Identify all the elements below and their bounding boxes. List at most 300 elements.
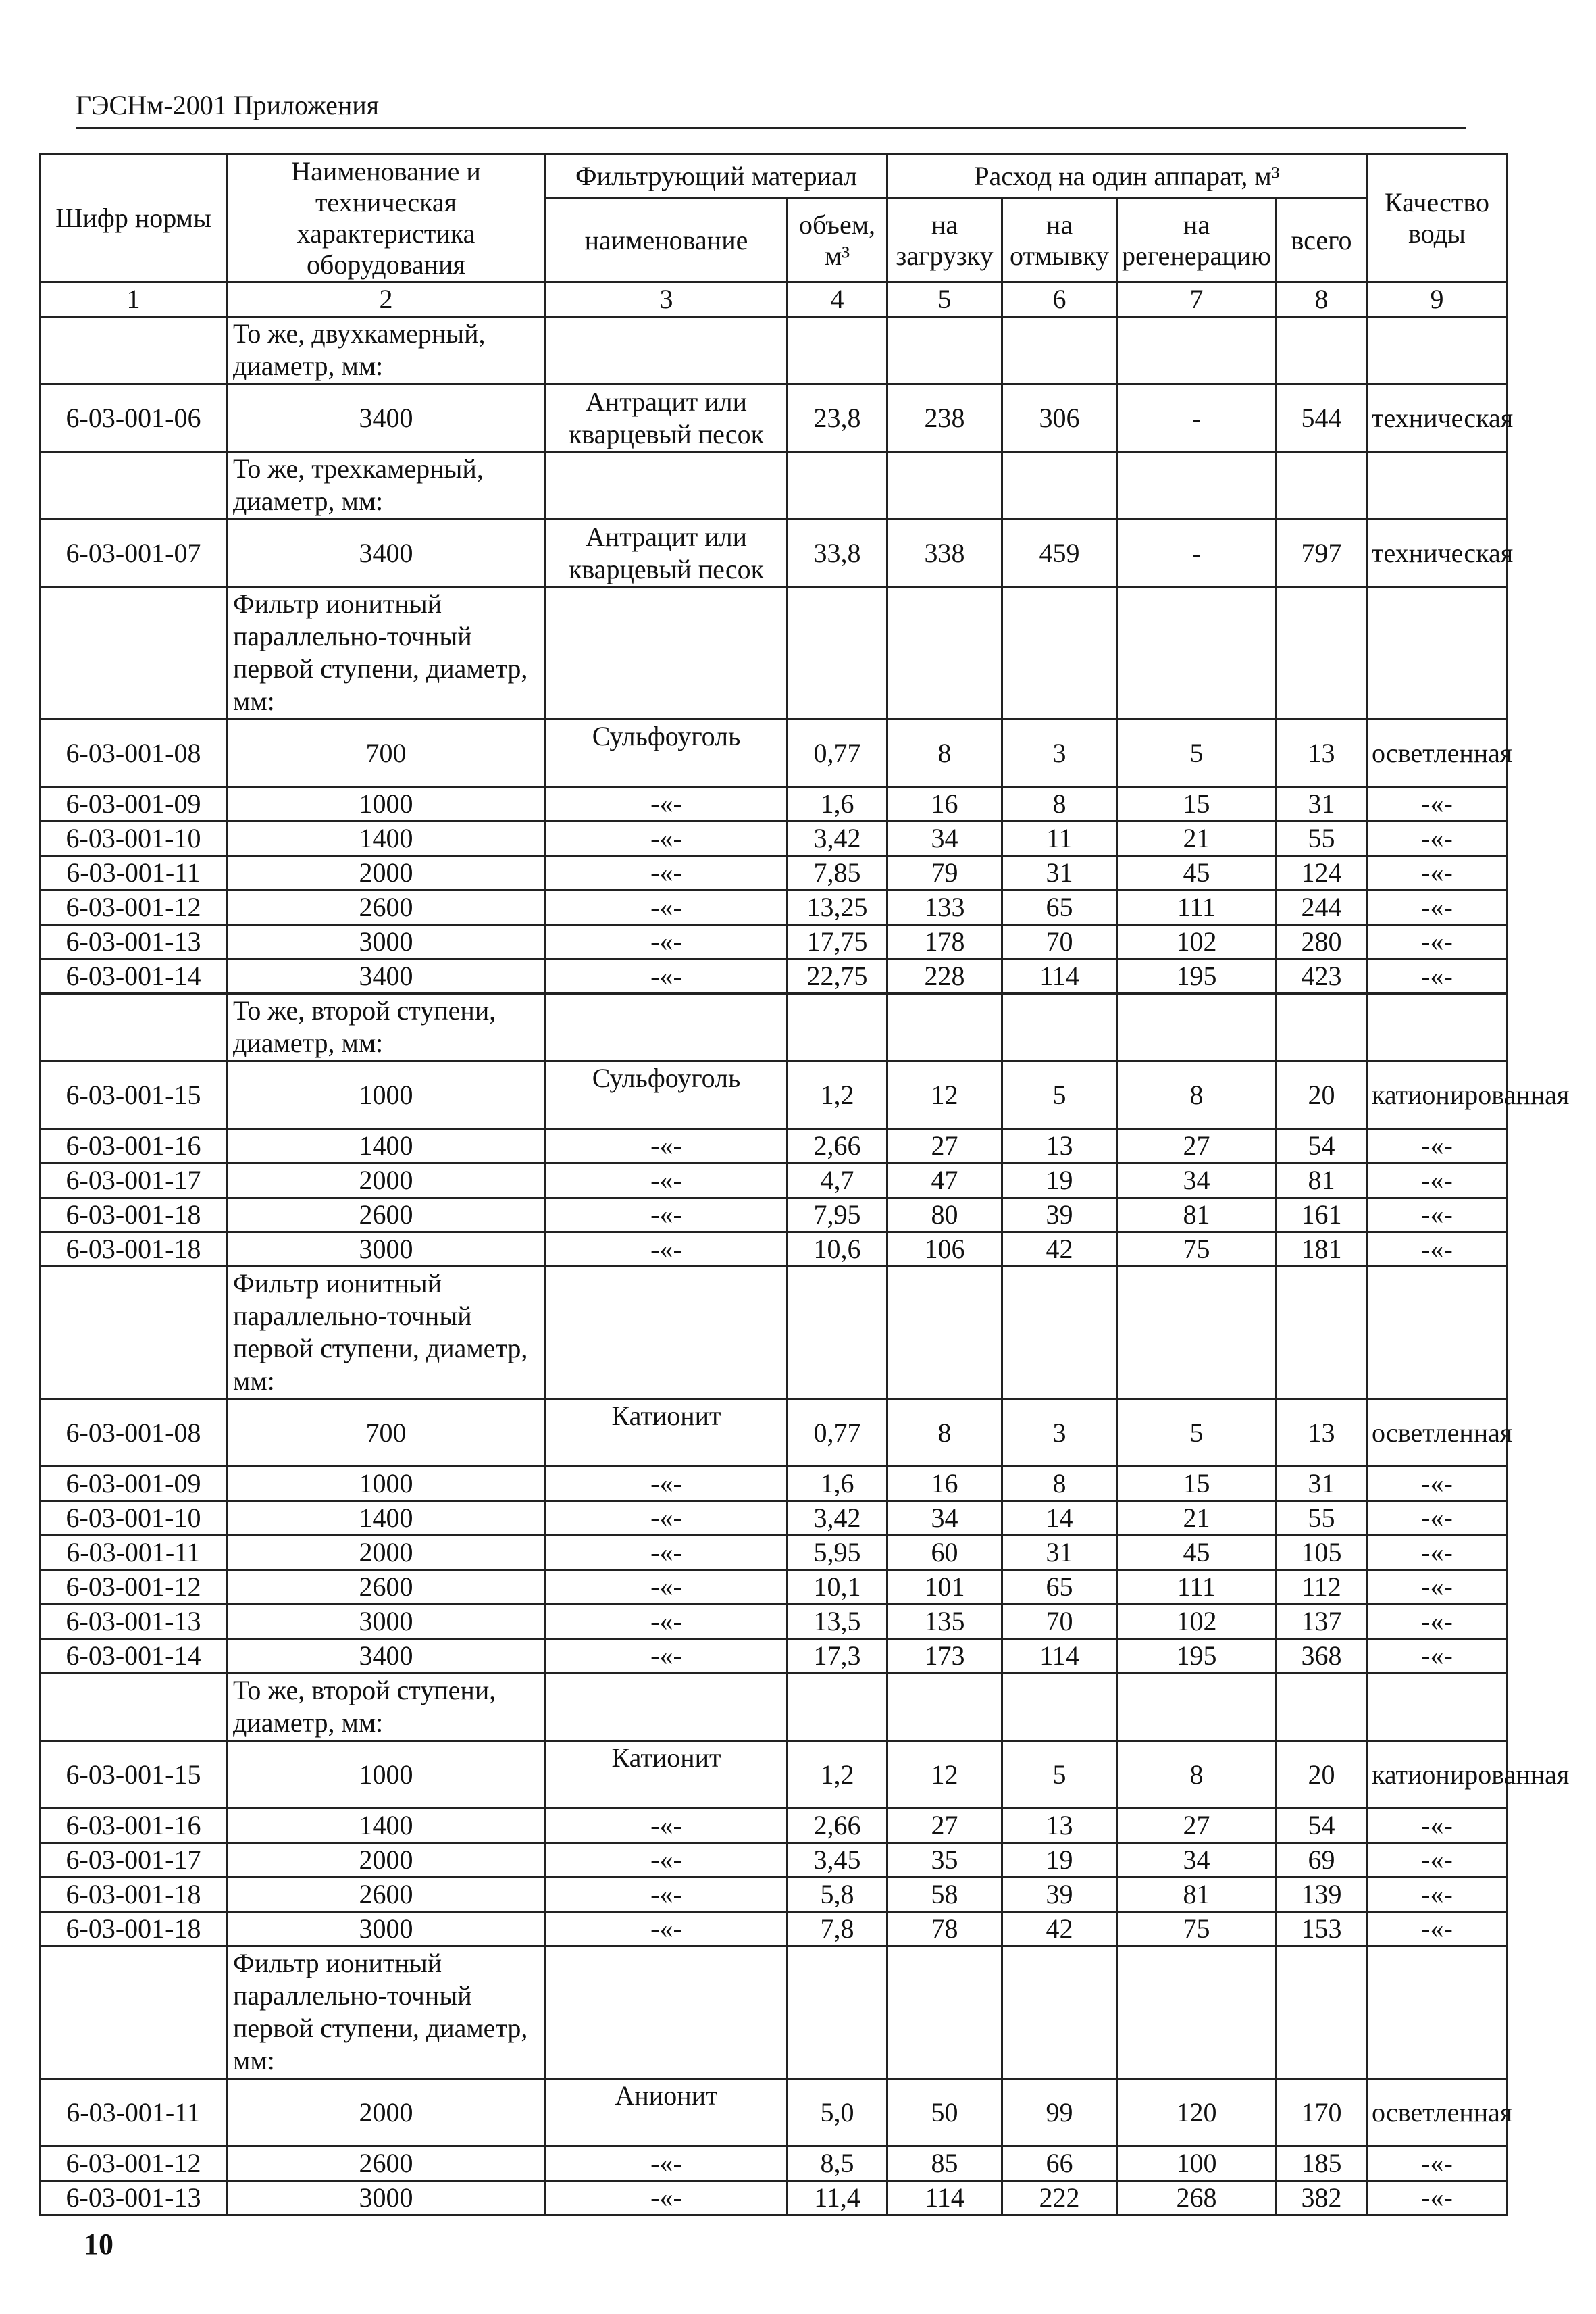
code-cell: 6-03-001-18	[41, 1232, 227, 1267]
empty-cell	[887, 587, 1002, 720]
table-row	[41, 1061, 1508, 1129]
volume-cell: 1,6	[788, 1467, 887, 1501]
material-cell: -«-	[546, 1843, 788, 1878]
washing-cell: 306	[1002, 384, 1117, 452]
column-number: 6	[1002, 282, 1117, 317]
code-cell: 6-03-001-17	[41, 1163, 227, 1198]
regeneration-cell: -	[1117, 384, 1277, 452]
name-cell: 3000	[227, 1605, 546, 1639]
empty-cell	[788, 1267, 887, 1399]
washing-cell: 222	[1002, 2181, 1117, 2215]
empty-cell	[546, 1674, 788, 1741]
table-row	[41, 2079, 1508, 2146]
regeneration-cell: 102	[1117, 1605, 1277, 1639]
name-cell: 3000	[227, 1912, 546, 1946]
quality-cell: -«-	[1367, 1912, 1508, 1946]
total-cell: 124	[1277, 856, 1367, 890]
regeneration-cell: 111	[1117, 890, 1277, 925]
code-cell: 6-03-001-10	[41, 822, 227, 856]
volume-cell: 13,5	[788, 1605, 887, 1639]
section-title-row	[41, 587, 1508, 720]
name-cell: 2600	[227, 1198, 546, 1232]
empty-cell	[41, 587, 227, 720]
washing-cell: 99	[1002, 2079, 1117, 2146]
column-number: 9	[1367, 282, 1508, 317]
total-cell: 55	[1277, 822, 1367, 856]
washing-cell: 8	[1002, 1467, 1117, 1501]
empty-cell	[788, 1674, 887, 1741]
loading-cell: 50	[887, 2079, 1002, 2146]
table-row	[41, 1467, 1508, 1501]
header-washing: на отмывку	[1002, 199, 1117, 282]
code-cell: 6-03-001-12	[41, 890, 227, 925]
total-cell: 69	[1277, 1843, 1367, 1878]
regeneration-cell: 268	[1117, 2181, 1277, 2215]
material-cell: -«-	[546, 959, 788, 994]
table-row	[41, 1605, 1508, 1639]
name-cell: 2000	[227, 1843, 546, 1878]
empty-cell	[1002, 587, 1117, 720]
quality-cell: -«-	[1367, 1843, 1508, 1878]
code-cell: 6-03-001-11	[41, 1536, 227, 1570]
material-cell: Катионит	[546, 1399, 788, 1467]
regeneration-cell: 45	[1117, 856, 1277, 890]
loading-cell: 173	[887, 1639, 1002, 1674]
table-row	[41, 1639, 1508, 1674]
table-row	[41, 2181, 1508, 2215]
section-title: Фильтр ионитный параллельно-точный первой ступени, диаметр, мм:	[227, 1267, 546, 1399]
empty-cell	[1367, 994, 1508, 1061]
washing-cell: 65	[1002, 890, 1117, 925]
empty-cell	[546, 587, 788, 720]
empty-cell	[887, 317, 1002, 384]
name-cell: 2000	[227, 856, 546, 890]
material-cell: Катионит	[546, 1741, 788, 1809]
name-cell: 700	[227, 1399, 546, 1467]
table-row	[41, 787, 1508, 822]
name-cell: 2600	[227, 2146, 546, 2181]
empty-cell	[1002, 1674, 1117, 1741]
quality-cell: -«-	[1367, 1467, 1508, 1501]
loading-cell: 133	[887, 890, 1002, 925]
header-rule	[76, 127, 1466, 129]
empty-cell	[1277, 994, 1367, 1061]
quality-cell: катионированная	[1367, 1061, 1508, 1129]
quality-cell: -«-	[1367, 1536, 1508, 1570]
empty-cell	[788, 994, 887, 1061]
code-cell: 6-03-001-13	[41, 1605, 227, 1639]
empty-cell	[1277, 452, 1367, 520]
empty-cell	[788, 452, 887, 520]
quality-cell: осветленная	[1367, 1399, 1508, 1467]
total-cell: 31	[1277, 787, 1367, 822]
section-title-row	[41, 1946, 1508, 2079]
loading-cell: 178	[887, 925, 1002, 959]
code-cell: 6-03-001-14	[41, 1639, 227, 1674]
empty-cell	[887, 994, 1002, 1061]
name-cell: 2600	[227, 1570, 546, 1605]
code-cell: 6-03-001-18	[41, 1198, 227, 1232]
section-title-row	[41, 994, 1508, 1061]
total-cell: 244	[1277, 890, 1367, 925]
empty-cell	[41, 1946, 227, 2079]
empty-cell	[1277, 317, 1367, 384]
volume-cell: 3,42	[788, 1501, 887, 1536]
volume-cell: 5,8	[788, 1878, 887, 1912]
material-cell: -«-	[546, 1912, 788, 1946]
column-number: 2	[227, 282, 546, 317]
washing-cell: 14	[1002, 1501, 1117, 1536]
volume-cell: 13,25	[788, 890, 887, 925]
norms-table	[39, 153, 1570, 2216]
column-number: 1	[41, 282, 227, 317]
material-cell: -«-	[546, 2181, 788, 2215]
quality-cell: осветленная	[1367, 720, 1508, 787]
volume-cell: 10,1	[788, 1570, 887, 1605]
code-cell: 6-03-001-17	[41, 1843, 227, 1878]
washing-cell: 13	[1002, 1129, 1117, 1163]
empty-cell	[1367, 1946, 1508, 2079]
code-cell: 6-03-001-10	[41, 1501, 227, 1536]
code-cell: 6-03-001-13	[41, 2181, 227, 2215]
quality-cell: -«-	[1367, 1639, 1508, 1674]
volume-cell: 1,2	[788, 1741, 887, 1809]
table-row	[41, 1399, 1508, 1467]
total-cell: 170	[1277, 2079, 1367, 2146]
loading-cell: 35	[887, 1843, 1002, 1878]
empty-cell	[546, 994, 788, 1061]
section-title: То же, второй ступени, диаметр, мм:	[227, 994, 546, 1061]
washing-cell: 70	[1002, 925, 1117, 959]
empty-cell	[1002, 452, 1117, 520]
loading-cell: 34	[887, 822, 1002, 856]
quality-cell: -«-	[1367, 822, 1508, 856]
quality-cell: -«-	[1367, 856, 1508, 890]
name-cell: 3400	[227, 520, 546, 587]
total-cell: 137	[1277, 1605, 1367, 1639]
empty-cell	[1117, 317, 1277, 384]
volume-cell: 5,95	[788, 1536, 887, 1570]
regeneration-cell: 100	[1117, 2146, 1277, 2181]
regeneration-cell: 75	[1117, 1232, 1277, 1267]
loading-cell: 238	[887, 384, 1002, 452]
washing-cell: 39	[1002, 1878, 1117, 1912]
loading-cell: 58	[887, 1878, 1002, 1912]
section-title: То же, трехкамерный, диаметр, мм:	[227, 452, 546, 520]
regeneration-cell: 27	[1117, 1129, 1277, 1163]
section-title: Фильтр ионитный параллельно-точный первой ступени, диаметр, мм:	[227, 1946, 546, 2079]
volume-cell: 0,77	[788, 1399, 887, 1467]
regeneration-cell: 75	[1117, 1912, 1277, 1946]
washing-cell: 19	[1002, 1843, 1117, 1878]
code-cell: 6-03-001-08	[41, 1399, 227, 1467]
table-row	[41, 384, 1508, 452]
empty-cell	[41, 452, 227, 520]
total-cell: 181	[1277, 1232, 1367, 1267]
name-cell: 3400	[227, 959, 546, 994]
empty-cell	[1367, 1267, 1508, 1399]
table-row	[41, 1232, 1508, 1267]
code-cell: 6-03-001-15	[41, 1061, 227, 1129]
total-cell: 105	[1277, 1536, 1367, 1570]
header-code: Шифр нормы	[41, 154, 227, 282]
regeneration-cell: 21	[1117, 1501, 1277, 1536]
quality-cell: -«-	[1367, 787, 1508, 822]
quality-cell: осветленная	[1367, 2079, 1508, 2146]
material-cell: -«-	[546, 1878, 788, 1912]
regeneration-cell: 81	[1117, 1878, 1277, 1912]
empty-cell	[1002, 994, 1117, 1061]
loading-cell: 27	[887, 1809, 1002, 1843]
material-cell: Антрацит или кварцевый песок	[546, 384, 788, 452]
empty-cell	[1277, 1946, 1367, 2079]
quality-cell: -«-	[1367, 1198, 1508, 1232]
table-row	[41, 1501, 1508, 1536]
loading-cell: 8	[887, 1399, 1002, 1467]
empty-cell	[1117, 452, 1277, 520]
quality-cell: -«-	[1367, 1570, 1508, 1605]
volume-cell: 17,75	[788, 925, 887, 959]
table-row	[41, 1741, 1508, 1809]
empty-cell	[788, 1946, 887, 2079]
header-total: всего	[1277, 199, 1367, 282]
column-number: 4	[788, 282, 887, 317]
column-number-row	[41, 282, 1508, 317]
empty-cell	[788, 317, 887, 384]
washing-cell: 70	[1002, 1605, 1117, 1639]
empty-cell	[546, 1946, 788, 2079]
volume-cell: 7,8	[788, 1912, 887, 1946]
empty-cell	[887, 1946, 1002, 2079]
regeneration-cell: 21	[1117, 822, 1277, 856]
code-cell: 6-03-001-11	[41, 856, 227, 890]
total-cell: 139	[1277, 1878, 1367, 1912]
regeneration-cell: 15	[1117, 1467, 1277, 1501]
volume-cell: 7,95	[788, 1198, 887, 1232]
regeneration-cell: 120	[1117, 2079, 1277, 2146]
washing-cell: 3	[1002, 720, 1117, 787]
total-cell: 112	[1277, 1570, 1367, 1605]
section-title: То же, двухкамерный, диаметр, мм:	[227, 317, 546, 384]
loading-cell: 135	[887, 1605, 1002, 1639]
name-cell: 2000	[227, 1536, 546, 1570]
total-cell: 153	[1277, 1912, 1367, 1946]
table-row	[41, 890, 1508, 925]
table-row	[41, 1843, 1508, 1878]
washing-cell: 42	[1002, 1232, 1117, 1267]
regeneration-cell: 5	[1117, 1399, 1277, 1467]
code-cell: 6-03-001-12	[41, 2146, 227, 2181]
empty-cell	[41, 1674, 227, 1741]
regeneration-cell: 8	[1117, 1741, 1277, 1809]
washing-cell: 8	[1002, 787, 1117, 822]
washing-cell: 114	[1002, 959, 1117, 994]
loading-cell: 85	[887, 2146, 1002, 2181]
regeneration-cell: 195	[1117, 959, 1277, 994]
material-cell: -«-	[546, 1639, 788, 1674]
volume-cell: 10,6	[788, 1232, 887, 1267]
name-cell: 2000	[227, 1163, 546, 1198]
volume-cell: 23,8	[788, 384, 887, 452]
empty-cell	[41, 994, 227, 1061]
washing-cell: 31	[1002, 1536, 1117, 1570]
regeneration-cell: 27	[1117, 1809, 1277, 1843]
empty-cell	[41, 317, 227, 384]
empty-cell	[546, 1267, 788, 1399]
total-cell: 382	[1277, 2181, 1367, 2215]
material-cell: -«-	[546, 1232, 788, 1267]
empty-cell	[1277, 1267, 1367, 1399]
empty-cell	[887, 1674, 1002, 1741]
material-cell: Анионит	[546, 2079, 788, 2146]
quality-cell: -«-	[1367, 1605, 1508, 1639]
total-cell: 797	[1277, 520, 1367, 587]
empty-cell	[1002, 1267, 1117, 1399]
loading-cell: 12	[887, 1741, 1002, 1809]
total-cell: 20	[1277, 1741, 1367, 1809]
loading-cell: 47	[887, 1163, 1002, 1198]
washing-cell: 42	[1002, 1912, 1117, 1946]
total-cell: 54	[1277, 1809, 1367, 1843]
page-number: 10	[84, 2228, 113, 2261]
name-cell: 1400	[227, 1129, 546, 1163]
name-cell: 1000	[227, 1741, 546, 1809]
name-cell: 2000	[227, 2079, 546, 2146]
loading-cell: 16	[887, 1467, 1002, 1501]
regeneration-cell: 195	[1117, 1639, 1277, 1674]
volume-cell: 22,75	[788, 959, 887, 994]
name-cell: 3000	[227, 2181, 546, 2215]
table-header	[41, 154, 1508, 317]
total-cell: 20	[1277, 1061, 1367, 1129]
material-cell: -«-	[546, 822, 788, 856]
regeneration-cell: 102	[1117, 925, 1277, 959]
loading-cell: 78	[887, 1912, 1002, 1946]
loading-cell: 8	[887, 720, 1002, 787]
section-title-row	[41, 452, 1508, 520]
material-cell: -«-	[546, 1163, 788, 1198]
total-cell: 81	[1277, 1163, 1367, 1198]
material-cell: -«-	[546, 1467, 788, 1501]
table-row	[41, 1198, 1508, 1232]
volume-cell: 33,8	[788, 520, 887, 587]
material-cell: -«-	[546, 890, 788, 925]
header-material-volume: объем, м³	[788, 199, 887, 282]
quality-cell: -«-	[1367, 1878, 1508, 1912]
total-cell: 423	[1277, 959, 1367, 994]
loading-cell: 60	[887, 1536, 1002, 1570]
volume-cell: 3,45	[788, 1843, 887, 1878]
code-cell: 6-03-001-18	[41, 1878, 227, 1912]
table-row	[41, 1163, 1508, 1198]
header-quality: Качество воды	[1367, 154, 1508, 282]
volume-cell: 7,85	[788, 856, 887, 890]
material-cell: -«-	[546, 1570, 788, 1605]
name-cell: 700	[227, 720, 546, 787]
quality-cell: -«-	[1367, 925, 1508, 959]
washing-cell: 66	[1002, 2146, 1117, 2181]
regeneration-cell: -	[1117, 520, 1277, 587]
section-title-row	[41, 317, 1508, 384]
total-cell: 544	[1277, 384, 1367, 452]
table-row	[41, 822, 1508, 856]
empty-cell	[1117, 587, 1277, 720]
empty-cell	[788, 587, 887, 720]
quality-cell: -«-	[1367, 890, 1508, 925]
loading-cell: 27	[887, 1129, 1002, 1163]
empty-cell	[1117, 1674, 1277, 1741]
section-title: То же, второй ступени, диаметр, мм:	[227, 1674, 546, 1741]
regeneration-cell: 34	[1117, 1163, 1277, 1198]
quality-cell: -«-	[1367, 959, 1508, 994]
empty-cell	[1117, 1267, 1277, 1399]
empty-cell	[1117, 1946, 1277, 2079]
code-cell: 6-03-001-13	[41, 925, 227, 959]
material-cell: -«-	[546, 787, 788, 822]
loading-cell: 106	[887, 1232, 1002, 1267]
regeneration-cell: 15	[1117, 787, 1277, 822]
empty-cell	[1002, 317, 1117, 384]
code-cell: 6-03-001-12	[41, 1570, 227, 1605]
code-cell: 6-03-001-06	[41, 384, 227, 452]
loading-cell: 101	[887, 1570, 1002, 1605]
header-loading: на загрузку	[887, 199, 1002, 282]
code-cell: 6-03-001-07	[41, 520, 227, 587]
material-cell: -«-	[546, 856, 788, 890]
material-cell: -«-	[546, 1809, 788, 1843]
material-cell: -«-	[546, 1501, 788, 1536]
empty-cell	[546, 317, 788, 384]
total-cell: 185	[1277, 2146, 1367, 2181]
column-number: 5	[887, 282, 1002, 317]
name-cell: 2600	[227, 1878, 546, 1912]
empty-cell	[1277, 587, 1367, 720]
volume-cell: 17,3	[788, 1639, 887, 1674]
volume-cell: 1,2	[788, 1061, 887, 1129]
quality-cell: техническая	[1367, 384, 1508, 452]
empty-cell	[1277, 1674, 1367, 1741]
name-cell: 1400	[227, 822, 546, 856]
column-number: 8	[1277, 282, 1367, 317]
table-row	[41, 1536, 1508, 1570]
code-cell: 6-03-001-09	[41, 787, 227, 822]
total-cell: 280	[1277, 925, 1367, 959]
material-cell: Антрацит или кварцевый песок	[546, 520, 788, 587]
total-cell: 13	[1277, 720, 1367, 787]
name-cell: 3000	[227, 925, 546, 959]
loading-cell: 16	[887, 787, 1002, 822]
quality-cell: -«-	[1367, 1501, 1508, 1536]
name-cell: 1000	[227, 1467, 546, 1501]
table-row	[41, 720, 1508, 787]
quality-cell: -«-	[1367, 2146, 1508, 2181]
table-row	[41, 1809, 1508, 1843]
material-cell: -«-	[546, 1198, 788, 1232]
washing-cell: 5	[1002, 1061, 1117, 1129]
name-cell: 2600	[227, 890, 546, 925]
table-row	[41, 520, 1508, 587]
volume-cell: 3,42	[788, 822, 887, 856]
name-cell: 3000	[227, 1232, 546, 1267]
name-cell: 1400	[227, 1501, 546, 1536]
material-cell: Сульфоуголь	[546, 720, 788, 787]
material-cell: Сульфоуголь	[546, 1061, 788, 1129]
material-cell: -«-	[546, 1536, 788, 1570]
washing-cell: 11	[1002, 822, 1117, 856]
washing-cell: 3	[1002, 1399, 1117, 1467]
empty-cell	[1367, 317, 1508, 384]
quality-cell: -«-	[1367, 1163, 1508, 1198]
